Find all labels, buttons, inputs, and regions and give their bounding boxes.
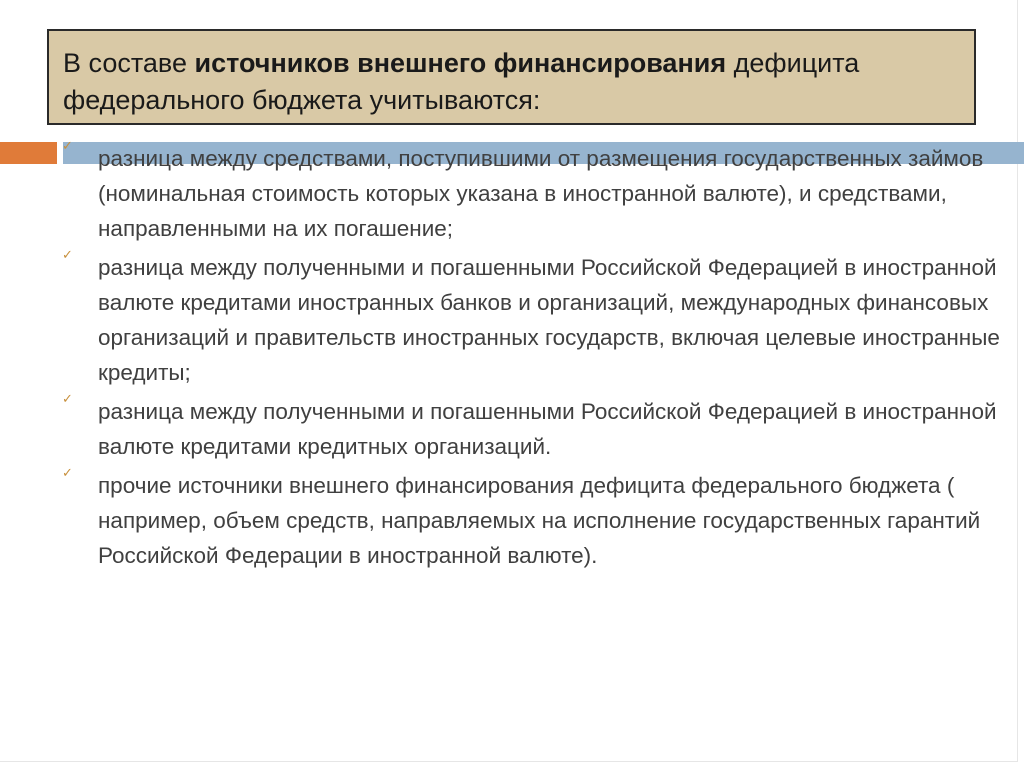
bullet-text: прочие источники внешнего финансирования дефицита федерального бюджета ( например, объем средств, направляемых на исполнение государственных гарантий Российской Федерации в иностранной валюте). xyxy=(98,473,981,568)
slide-title xyxy=(47,29,976,125)
checkmark-icon: ✓ xyxy=(62,465,73,480)
accent-bar-orange xyxy=(0,142,57,164)
bullet-item xyxy=(62,391,1002,464)
bullet-list xyxy=(62,138,1002,577)
bullet-text: разница между полученными и погашенными Российской Федерацией в иностранной валюте кредитами кредитных организаций. xyxy=(98,399,997,459)
title-prefix: В составе xyxy=(63,48,195,78)
title-suffix: дефицита федерального бюджета учитываются: xyxy=(63,48,860,115)
checkmark-icon: ✓ xyxy=(62,391,73,406)
checkmark-icon: ✓ xyxy=(62,138,73,153)
bullet-text: разница между средствами, поступившими от размещения государственных займов (номинальная стоимость которых указана в иностранной валюте), и средствами, направленными на их погашение; xyxy=(98,146,984,241)
bullet-item xyxy=(62,247,1002,390)
bullet-item xyxy=(62,465,1002,573)
title-bold: источников внешнего финансирования xyxy=(194,48,727,78)
bullet-item xyxy=(62,138,1002,246)
checkmark-icon: ✓ xyxy=(62,247,73,262)
bullet-text: разница между полученными и погашенными Российской Федерацией в иностранной валюте кредитами иностранных банков и организаций, международных финансовых организаций и правительств иностранных государств, включая целевые иностранные кредиты; xyxy=(98,255,1000,385)
